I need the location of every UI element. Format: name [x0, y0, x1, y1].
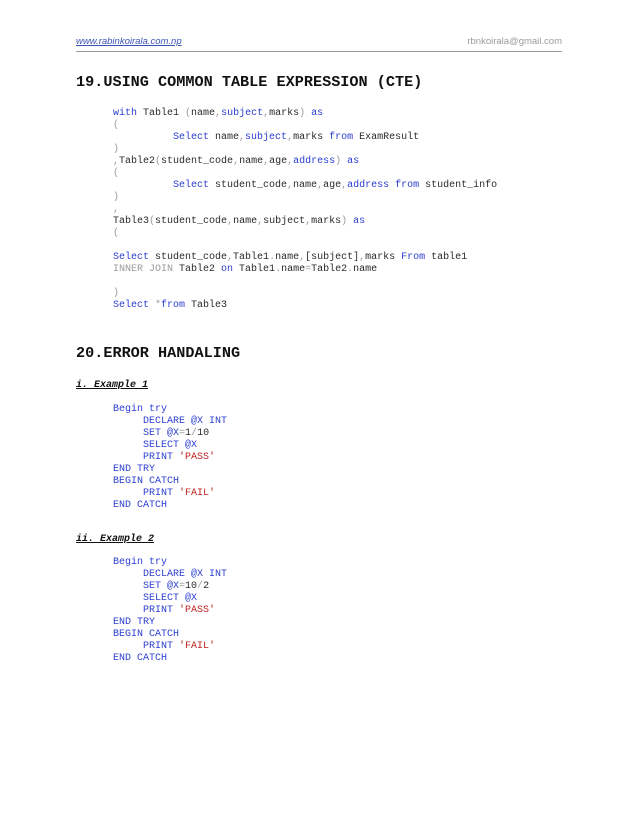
- code-token: subject: [245, 132, 288, 143]
- code-token: Table2: [173, 264, 222, 275]
- code-token: DECLARE @X INT: [113, 569, 228, 580]
- code-token: ): [299, 108, 306, 119]
- code-token: 10: [197, 428, 210, 439]
- header-divider: [76, 51, 562, 52]
- code-line: [113, 216, 497, 228]
- code-token: 'PASS': [179, 452, 216, 463]
- code-line: [113, 428, 227, 440]
- code-token: END TRY: [113, 617, 156, 628]
- code-token: ): [113, 192, 120, 203]
- code-line: [113, 464, 227, 476]
- code-line: [113, 180, 497, 192]
- code-line: [113, 228, 497, 240]
- code-token: name: [233, 216, 258, 227]
- code-token: 10: [185, 581, 198, 592]
- code-token: student_code: [209, 180, 288, 191]
- code-token: name: [209, 132, 240, 143]
- code-line: [113, 132, 497, 144]
- code-token: 'FAIL': [179, 641, 216, 652]
- code-token: (: [113, 168, 120, 179]
- code-line: [113, 108, 497, 120]
- code-token: Table1: [233, 252, 270, 263]
- code-token: Table1: [233, 264, 276, 275]
- code-token: student_code: [149, 252, 228, 263]
- code-token: ,: [341, 180, 348, 191]
- code-token: name: [281, 264, 306, 275]
- code-token: Table3: [113, 216, 150, 227]
- code-token: PRINT: [113, 488, 180, 499]
- code-token: student_info: [419, 180, 498, 191]
- code-token: From: [401, 252, 426, 263]
- code-token: student_code: [161, 156, 234, 167]
- code-token: Begin try: [113, 557, 168, 568]
- code-token: ,: [263, 156, 270, 167]
- code-token: table1: [425, 252, 468, 263]
- code-token: DECLARE @X INT: [113, 416, 228, 427]
- code-line: [113, 252, 497, 264]
- code-token: age: [269, 156, 288, 167]
- code-token: address: [347, 180, 390, 191]
- code-token: (: [149, 216, 156, 227]
- code-line: [113, 653, 227, 665]
- code-token: ,: [227, 252, 234, 263]
- code-token: ,: [233, 156, 240, 167]
- code-token: marks: [269, 108, 300, 119]
- code-token: ,: [113, 204, 120, 215]
- code-token: Begin try: [113, 404, 168, 415]
- code-line: [113, 156, 497, 168]
- code-token: PRINT: [113, 452, 180, 463]
- code-line: [113, 569, 227, 581]
- code-line: [113, 300, 497, 312]
- code-token: from: [161, 300, 186, 311]
- header-email: rbnkoirala@gmail.com: [467, 36, 562, 47]
- code-token: as: [347, 216, 366, 227]
- code-token: name: [239, 156, 264, 167]
- code-block-example-1: [113, 404, 227, 512]
- code-line: [113, 581, 227, 593]
- code-line: [113, 605, 227, 617]
- code-token: subject: [263, 216, 306, 227]
- code-line: [113, 593, 227, 605]
- code-token: =: [179, 428, 186, 439]
- code-line: [113, 204, 497, 216]
- code-token: Select: [113, 252, 150, 263]
- code-token: SET @X: [113, 581, 180, 592]
- code-line: [113, 488, 227, 500]
- code-token: ,: [287, 132, 294, 143]
- code-token: /: [197, 581, 204, 592]
- code-token: student_code: [155, 216, 228, 227]
- code-token: name: [353, 264, 378, 275]
- code-token: BEGIN CATCH: [113, 476, 180, 487]
- code-token: ,: [263, 108, 270, 119]
- code-token: PRINT: [113, 605, 180, 616]
- code-line: [113, 641, 227, 653]
- code-line: [113, 629, 227, 641]
- code-token: (: [155, 156, 162, 167]
- code-line: [113, 192, 497, 204]
- code-token: with: [113, 108, 138, 119]
- code-token: .: [269, 252, 276, 263]
- code-token: 2: [203, 581, 210, 592]
- code-token: name: [293, 180, 318, 191]
- code-token: 1: [185, 428, 192, 439]
- code-line: [113, 240, 497, 252]
- code-line: [113, 617, 227, 629]
- code-block-cte: [113, 108, 497, 312]
- code-token: /: [191, 428, 198, 439]
- example-1-title: i. Example 1: [76, 380, 149, 391]
- code-line: [113, 440, 227, 452]
- code-token: age: [323, 180, 342, 191]
- code-token: as: [341, 156, 360, 167]
- code-token: name: [275, 252, 300, 263]
- code-line: [113, 120, 497, 132]
- code-token: Select: [113, 300, 150, 311]
- code-token: ): [113, 144, 120, 155]
- code-token: ,: [359, 252, 366, 263]
- code-token: as: [305, 108, 324, 119]
- code-line: [113, 168, 497, 180]
- header-site-link[interactable]: www.rabinkoirala.com.np: [76, 36, 182, 47]
- code-token: Table3: [185, 300, 228, 311]
- code-token: SELECT @X: [113, 593, 198, 604]
- section-title-cte: 19.USING COMMON TABLE EXPRESSION (CTE): [76, 73, 423, 91]
- code-token: (: [185, 108, 192, 119]
- code-token: ): [113, 288, 120, 299]
- code-token: =: [179, 581, 186, 592]
- code-token: .: [347, 264, 354, 275]
- code-line: [113, 404, 227, 416]
- code-token: Table1: [137, 108, 186, 119]
- code-token: ,: [113, 156, 120, 167]
- code-token: INNER JOIN: [113, 264, 174, 275]
- code-token: Table2: [311, 264, 348, 275]
- code-token: (: [113, 228, 120, 239]
- code-line: [113, 288, 497, 300]
- code-line: [113, 416, 227, 428]
- code-token: BEGIN CATCH: [113, 629, 180, 640]
- code-token: Select: [113, 132, 210, 143]
- code-token: marks: [365, 252, 402, 263]
- code-token: Table2: [119, 156, 156, 167]
- code-token: ,: [299, 252, 306, 263]
- code-token: Select: [113, 180, 210, 191]
- code-token: END CATCH: [113, 653, 168, 664]
- code-line: [113, 276, 497, 288]
- code-token: ): [341, 216, 348, 227]
- code-token: on: [221, 264, 234, 275]
- code-token: ,: [305, 216, 312, 227]
- code-token: .: [275, 264, 282, 275]
- code-line: [113, 476, 227, 488]
- code-token: from: [389, 180, 420, 191]
- example-2-title: ii. Example 2: [76, 534, 155, 545]
- code-line: [113, 557, 227, 569]
- code-token: END TRY: [113, 464, 156, 475]
- code-token: ,: [287, 156, 294, 167]
- code-token: ,: [287, 180, 294, 191]
- code-token: PRINT: [113, 641, 180, 652]
- code-token: ExamResult: [353, 132, 420, 143]
- code-token: ): [335, 156, 342, 167]
- section-title-error-handling: 20.ERROR HANDALING: [76, 344, 241, 362]
- code-token: =: [305, 264, 312, 275]
- code-token: SET @X: [113, 428, 180, 439]
- code-token: marks: [293, 132, 330, 143]
- code-token: END CATCH: [113, 500, 168, 511]
- code-line: [113, 500, 227, 512]
- code-token: (: [113, 120, 120, 131]
- code-token: [subject]: [305, 252, 360, 263]
- code-token: ,: [239, 132, 246, 143]
- code-token: from: [329, 132, 354, 143]
- code-token: ,: [317, 180, 324, 191]
- code-token: 'PASS': [179, 605, 216, 616]
- code-line: [113, 144, 497, 156]
- code-token: ,: [257, 216, 264, 227]
- code-token: 'FAIL': [179, 488, 216, 499]
- code-line: [113, 264, 497, 276]
- code-block-example-2: [113, 557, 227, 665]
- code-line: [113, 452, 227, 464]
- code-token: address: [293, 156, 336, 167]
- code-token: *: [149, 300, 162, 311]
- code-token: name: [191, 108, 216, 119]
- code-token: ,: [227, 216, 234, 227]
- code-token: SELECT @X: [113, 440, 198, 451]
- code-token: ,: [215, 108, 222, 119]
- code-token: marks: [311, 216, 342, 227]
- code-token: subject: [221, 108, 264, 119]
